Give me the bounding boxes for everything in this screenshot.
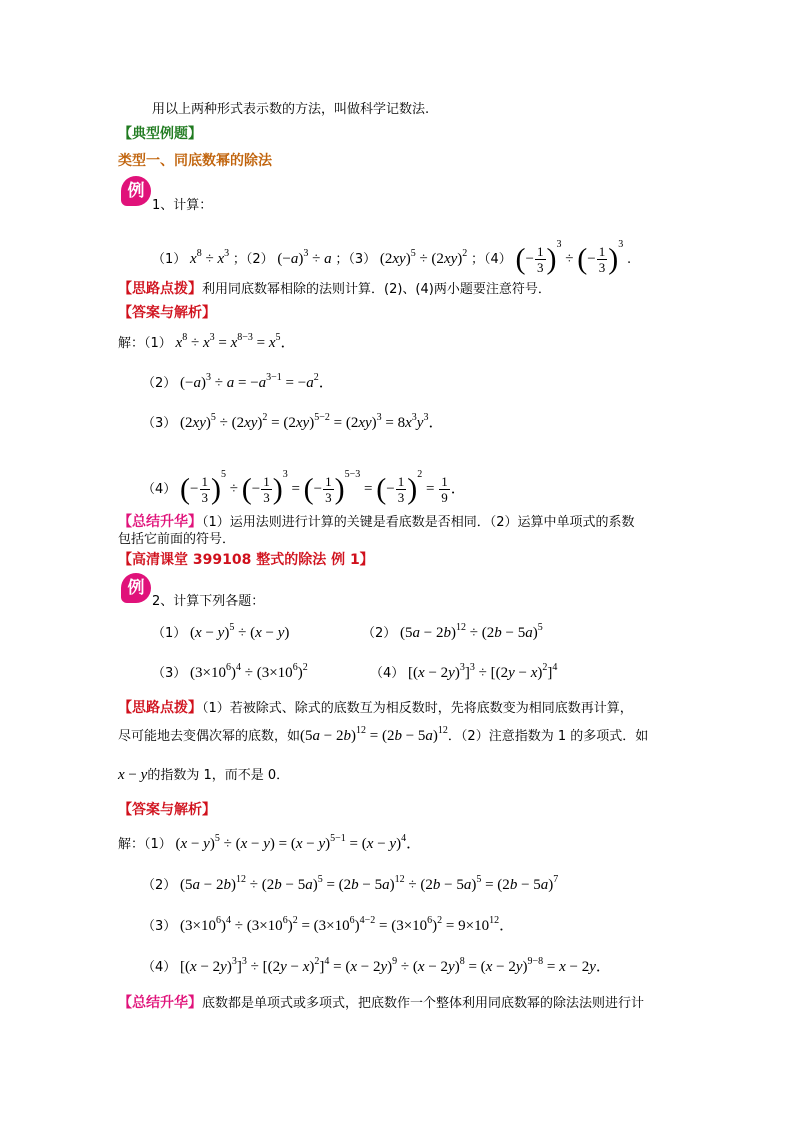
intro-text: 用以上两种形式表示数的方法，叫做科学记数法. <box>152 102 430 117</box>
ex2-label-4: （4） <box>370 666 405 681</box>
ex1-end: . <box>626 252 632 267</box>
ans1-label-2: （2） <box>142 376 177 391</box>
typical-examples-heading: 【典型例题】 <box>118 126 202 142</box>
ans1-line-4 <box>142 465 466 505</box>
hint2-line-3 <box>118 765 289 786</box>
ex1-expr-3: $(2xy)^5 \div (2xy)^2$ <box>379 248 468 267</box>
ans1-line-1 <box>118 333 296 354</box>
ans2-expr-2: $(5a - 2b)^{12} \div (2b - 5a)^5 = (2b - 5a)^{12} \div (2b - 5a)^5 = (2b - 5a)^7$ <box>180 874 559 893</box>
ans1-line-3 <box>142 413 443 434</box>
hint2-expr: $(5a - 2b)^{12} = (2b - 5a)^{12}$ <box>300 725 448 744</box>
type1-heading: 类型一、同底数幂的除法 <box>118 153 272 169</box>
ex2-label-1: （1） <box>152 626 187 641</box>
summary2-text: 底数都是单项式或多项式，把底数作一个整体利用同底数幂的除法法则进行计 <box>202 996 645 1011</box>
ex2-expr-2: $(5a - 2b)^{12} \div (2b - 5a)^5$ <box>400 622 543 641</box>
ex2-problem-2 <box>362 623 543 644</box>
summary1-line-2: 包括它前面的符号． <box>118 532 236 547</box>
ex1-expr-2: $(-a)^3 \div a$ <box>277 248 332 267</box>
hint1-label: 【思路点拨】 <box>118 281 202 297</box>
answer1-label: 【答案与解析】 <box>118 305 216 321</box>
ans2-line-2 <box>142 875 558 896</box>
hint2-text-3: 的指数为 1，而不是 0． <box>147 768 290 783</box>
ans2-expr-3: $(3\times 10^6)^4 \div (3\times 10^6)^2 = (3\times 10^6)^{4-2} = (3\times 10^6)^2 = 9\times 10^{12}$． <box>180 915 515 934</box>
ex2-problem-3 <box>152 663 308 684</box>
hint2-expr-xy: x − y <box>118 767 148 783</box>
ex2-label-2: （2） <box>362 626 397 641</box>
example-badge-1: 例 <box>121 176 151 206</box>
ex2-question: 2、计算下列各题： <box>152 594 265 609</box>
hint2-text-2b: ．（2）注意指数为 1 的多项式．如 <box>447 729 649 744</box>
ans2-expr-1: $(x - y)^5 \div (x - y) = (x - y)^{5-1} = (x - y)^4$． <box>175 833 422 852</box>
ex1-expr-1: $x^8 \div x^3$ <box>190 248 230 267</box>
ans1-lead: 解：（1） <box>118 336 172 351</box>
ex1-label-3: ；（3） <box>335 252 377 267</box>
ex2-problem-4 <box>370 663 557 684</box>
hint2-label: 【思路点拨】 <box>118 700 202 716</box>
answer2-label: 【答案与解析】 <box>118 802 216 818</box>
ans2-expr-4: $[(x - 2y)^3]^3 \div [(2y - x)^2]^4 = (x - 2y)^9 \div (x - 2y)^8 = (x - 2y)^{9-8} = x - 2y$． <box>180 956 611 975</box>
ans2-line-1 <box>118 834 421 855</box>
ex1-question: 1、计算： <box>152 198 213 213</box>
ex1-problems <box>152 235 631 275</box>
ans1-label-4: （4） <box>142 482 177 497</box>
ex2-label-3: （3） <box>152 666 187 681</box>
ans1-label-3: （3） <box>142 416 177 431</box>
ans1-expr-1: $x^8 \div x^3 = x^{8-3} = x^5$． <box>175 332 296 351</box>
ans1-expr-4: (− $\frac{1}{3}$ )$^5$ ÷ (− $\frac{1}{3}$ )$^3$ = (− $\frac{1}{3}$ )$^{5-3}$ = (− $\frac{1}{3}$ )$^2$ = $\frac{1}{9}$ ． <box>180 469 466 506</box>
ans1-line-2 <box>142 373 334 394</box>
hint1 <box>118 279 551 300</box>
example-badge-2: 例 <box>121 573 151 603</box>
ex2-expr-3: $(3\times 10^6)^4 \div (3\times 10^6)^2$ <box>190 662 308 681</box>
ex2-problem-1 <box>152 623 289 644</box>
ans2-label-2: （2） <box>142 878 177 893</box>
ans2-line-4 <box>142 957 611 978</box>
ex1-label-2: ；（2） <box>232 252 274 267</box>
ex2-expr-1: $(x - y)^5 \div (x - y)$ <box>190 622 290 641</box>
summary2-label: 【总结升华】 <box>118 995 202 1011</box>
summary2 <box>118 993 644 1014</box>
course-reference: 【高清课堂 399108 整式的除法 例 1】 <box>118 552 374 568</box>
ex1-label-1: （1） <box>152 252 187 267</box>
ans2-label-3: （3） <box>142 919 177 934</box>
ans2-lead: 解：（1） <box>118 837 172 852</box>
ans1-expr-2: $(-a)^3 \div a = -a^{3-1} = -a^2$． <box>180 372 334 391</box>
ans2-label-4: （4） <box>142 960 177 975</box>
hint1-text: 利用同底数幂相除的法则计算．(2)、(4)两小题要注意符号． <box>202 282 551 297</box>
hint2-line-2 <box>118 726 648 747</box>
summary1-text: （1）运用法则进行计算的关键是看底数是否相同．（2）运算中单项式的系数 <box>202 515 635 530</box>
summary1-label: 【总结升华】 <box>118 514 202 530</box>
hint2-text-2a: 尽可能地去变偶次幂的底数，如 <box>118 729 301 744</box>
hint2-line-1 <box>118 698 633 719</box>
ex1-label-4: ；（4） <box>471 252 512 267</box>
ex2-expr-4: $[(x - 2y)^3]^3 \div [(2y - x)^2]^4$ <box>408 662 558 681</box>
ex1-expr-4: (− $\frac{1}{3}$ )$^3$ ÷ (− $\frac{1}{3}$ )$^3$ <box>515 239 624 276</box>
ans2-line-3 <box>142 916 514 937</box>
ans1-expr-3: $(2xy)^5 \div (2xy)^2 = (2xy)^{5-2} = (2xy)^3 = 8x^3y^3$． <box>180 412 444 431</box>
hint2-text-1: （1）若被除式、除式的底数互为相反数时，先将底数变为相同底数再计算， <box>202 701 633 716</box>
